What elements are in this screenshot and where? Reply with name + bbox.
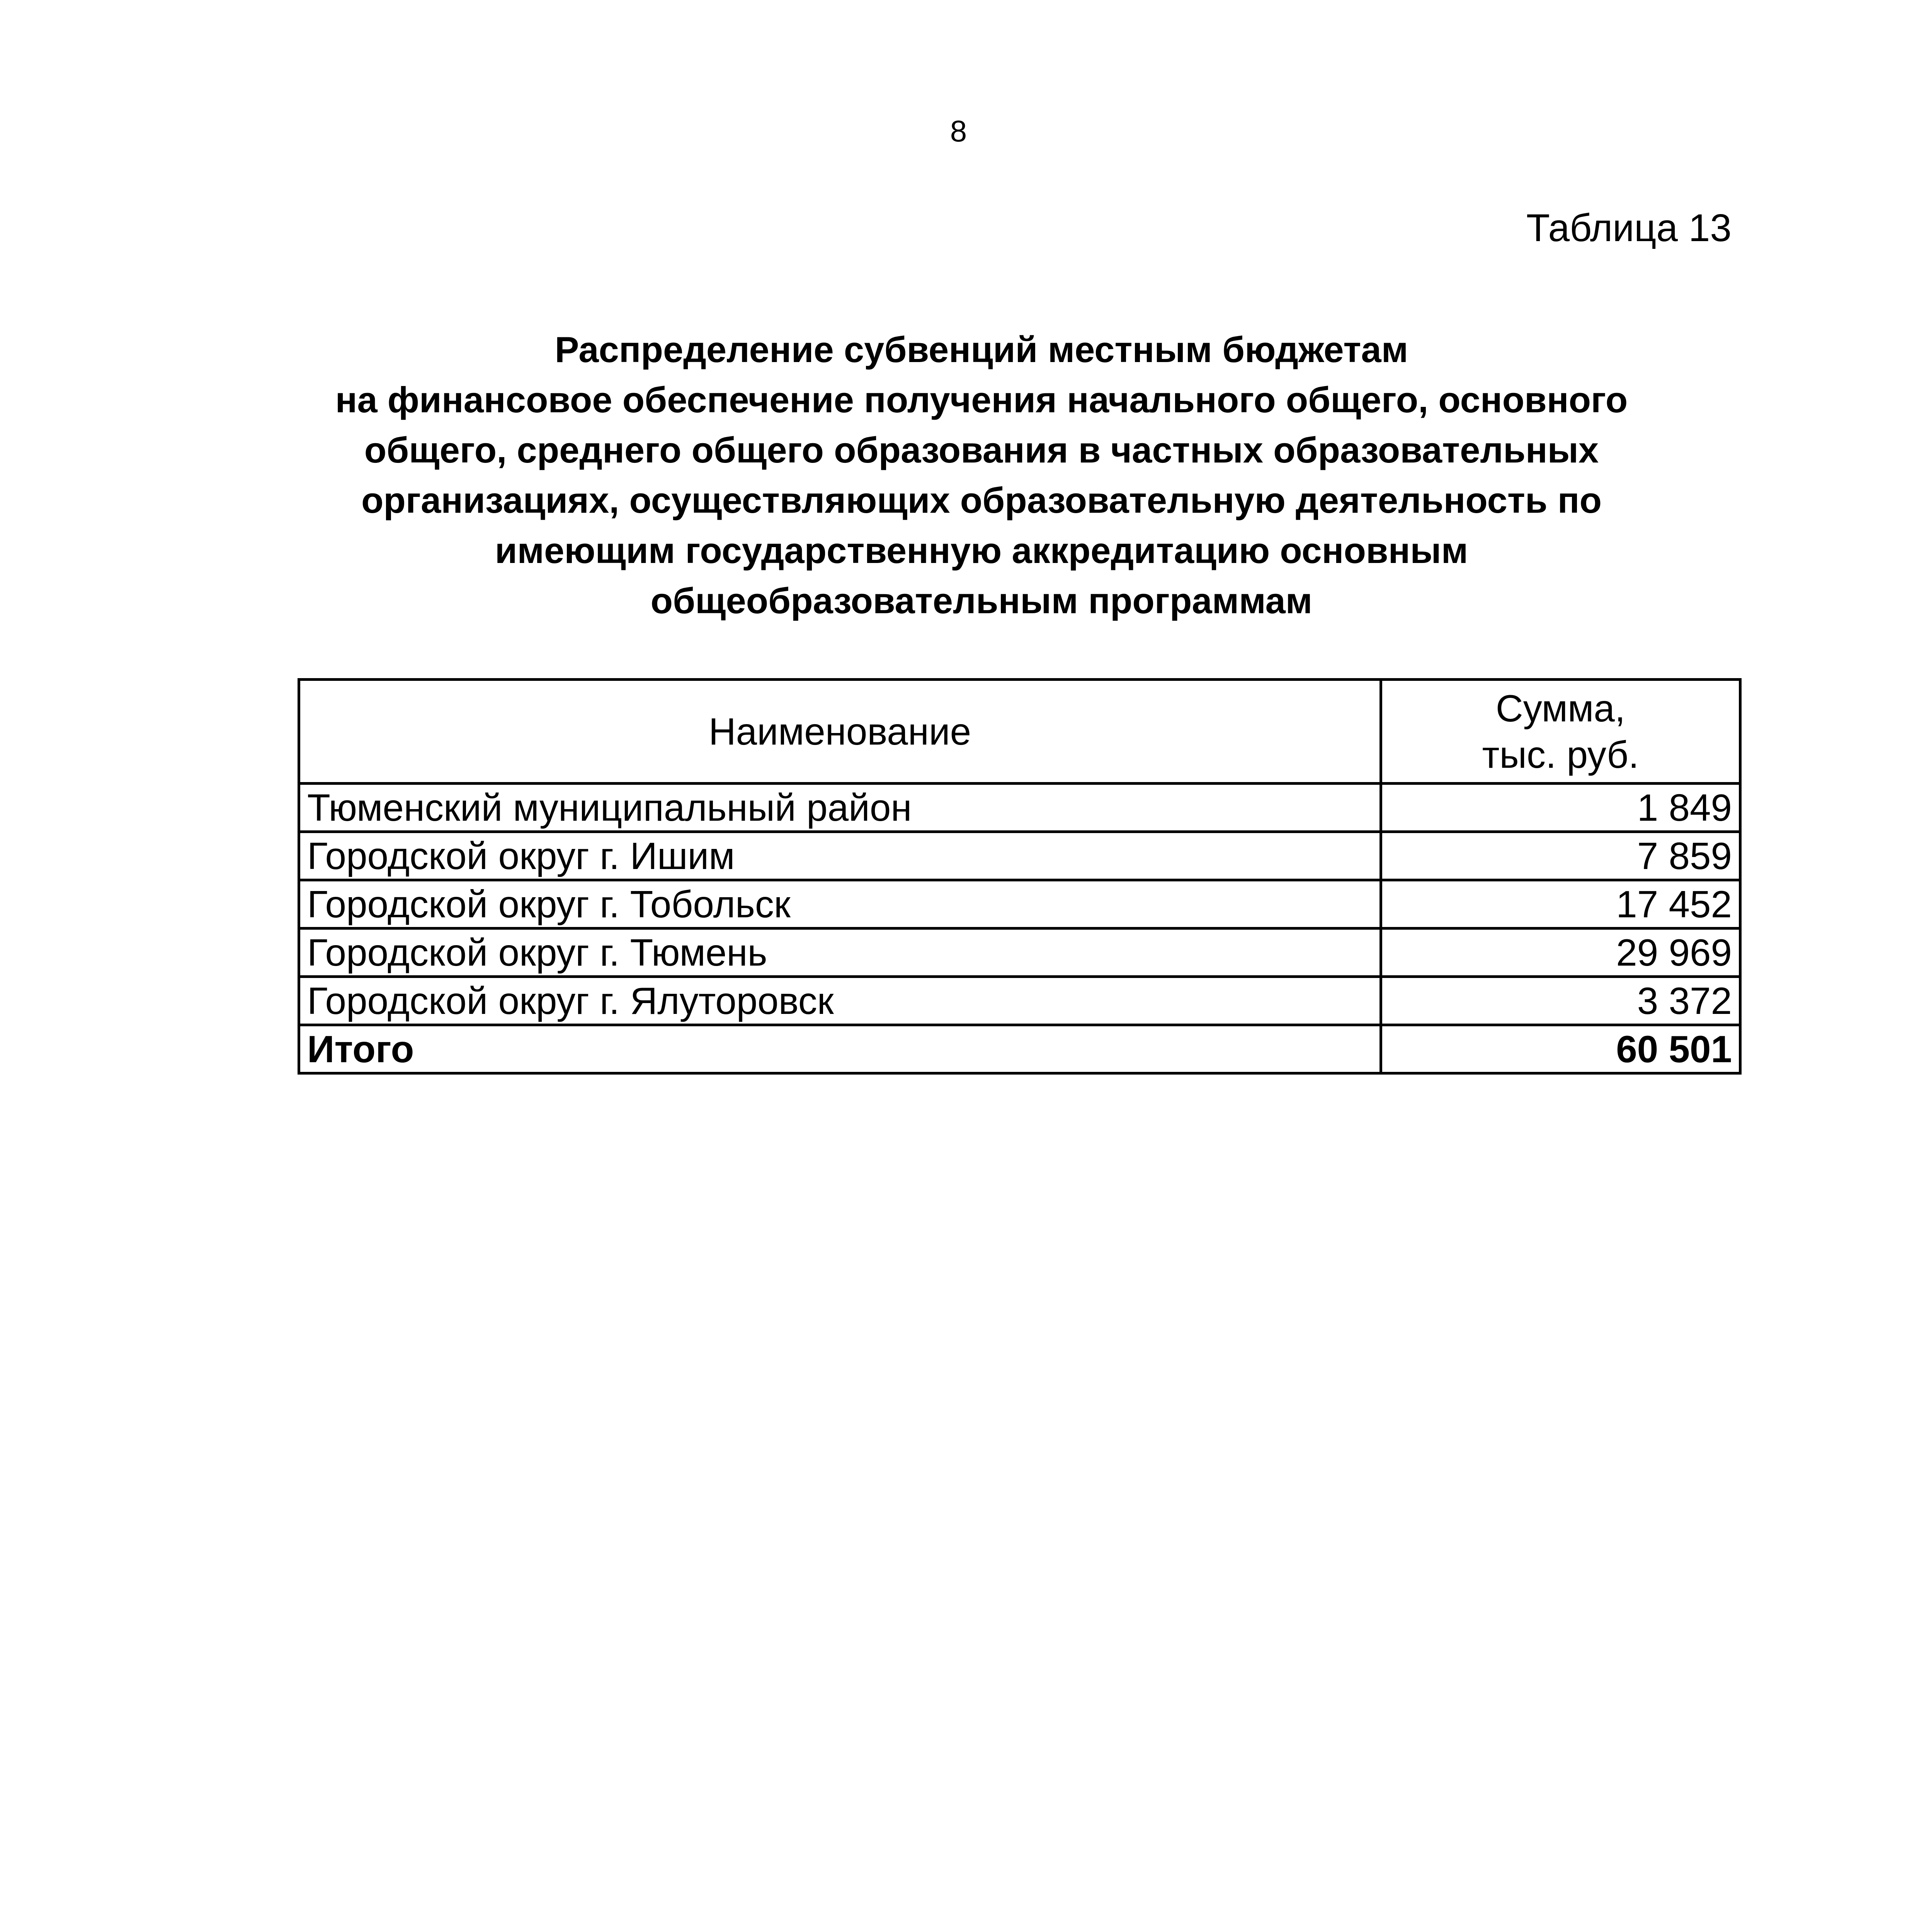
title-line: организациях, осуществляющих образовательную деятельность по [361,480,1602,520]
table-row [299,784,1740,832]
total-row [299,1025,1740,1073]
table-caption: Таблица 13 [1526,206,1732,250]
page-number: 8 [950,114,967,148]
title-line: имеющим государственную аккредитацию основным [495,530,1468,571]
table-row [299,929,1740,977]
row-name: Городской округ г. Тюмень [299,929,1381,977]
row-name: Тюменский муниципальный район [299,784,1381,832]
row-name: Городской округ г. Тобольск [299,880,1381,929]
total-label: Итого [299,1025,1381,1073]
row-sum: 17 452 [1381,880,1740,929]
row-name: Городской округ г. Ялуторовск [299,977,1381,1025]
row-name: Городской округ г. Ишим [299,832,1381,880]
row-sum: 1 849 [1381,784,1740,832]
total-sum: 60 501 [1381,1025,1740,1073]
table-row [299,880,1740,929]
header-sum [1381,680,1740,784]
header-name: Наименование [299,680,1381,784]
header-sum-label: Сумма, [1495,687,1626,730]
table-row [299,832,1740,880]
header-sum-unit: тыс. руб. [1482,733,1639,776]
row-sum: 29 969 [1381,929,1740,977]
title-line: общего, среднего общего образования в частных образовательных [364,430,1599,470]
table-row [299,977,1740,1025]
title-line: общеобразовательным программам [650,580,1313,621]
row-sum: 3 372 [1381,977,1740,1025]
subventions-table [298,678,1742,1075]
title-line: Распределение субвенций местным бюджетам [555,329,1408,370]
table-header-row [299,680,1740,784]
row-sum: 7 859 [1381,832,1740,880]
document-title [294,325,1669,626]
title-line: на финансовое обеспечение получения начального общего, основного [335,379,1628,420]
